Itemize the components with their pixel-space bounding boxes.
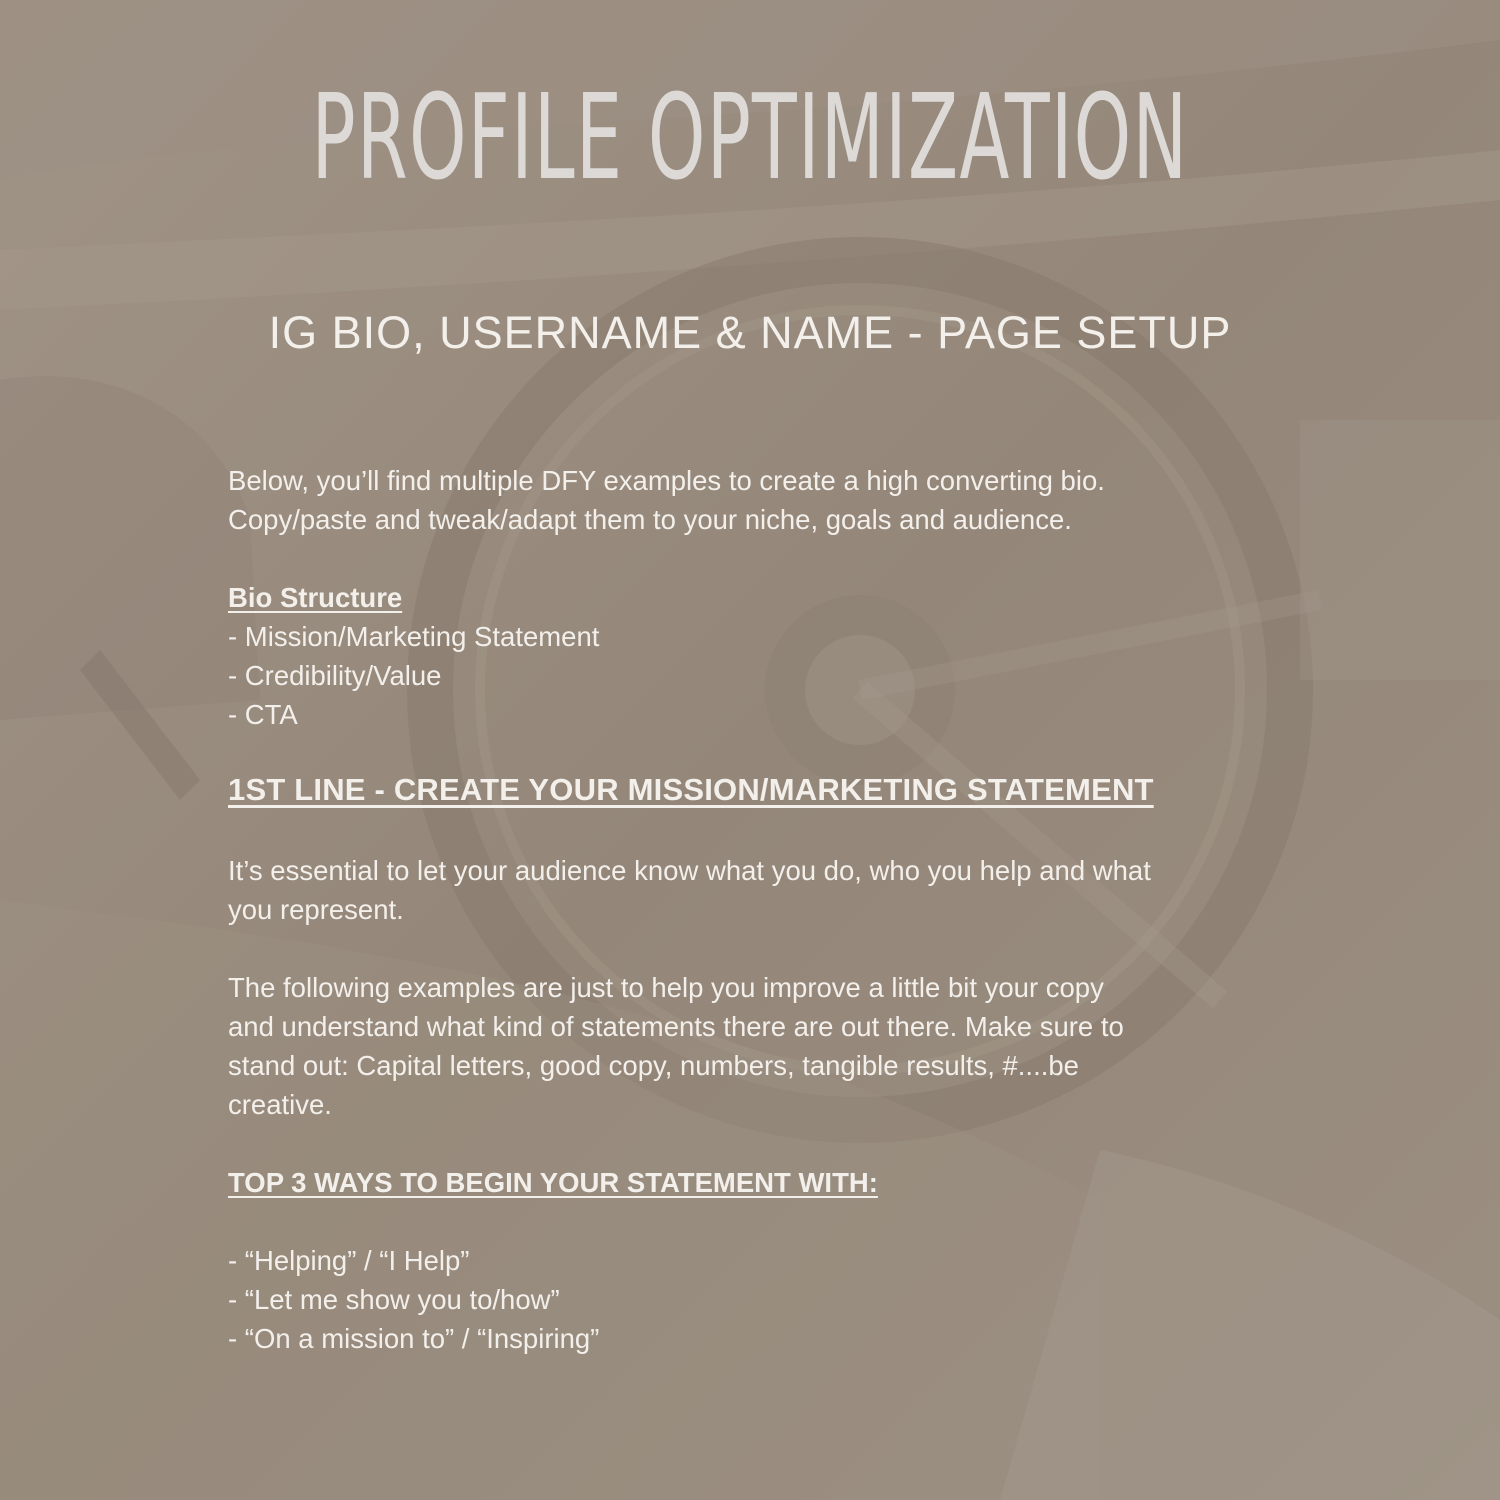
paragraph-line: and understand what kind of statements there are out there. Make sure to [228,1011,1124,1042]
page-subtitle: IG BIO, USERNAME & NAME - PAGE SETUP [268,307,1232,358]
paragraph-line: you represent. [228,894,404,925]
bio-structure-heading: Bio Structure [228,582,403,613]
paragraph-line: creative. [228,1089,332,1120]
paragraph-line: The following examples are just to help you improve a little bit your copy [228,972,1104,1003]
intro-line: Below, you’ll find multiple DFY examples to create a high converting bio. [228,465,1105,496]
paragraph-line: stand out: Capital letters, good copy, numbers, tangible results, #....be [228,1050,1079,1081]
document-body [228,461,1308,1358]
bio-structure-item: - Credibility/Value [228,660,442,691]
paragraph-line: It’s essential to let your audience know what you do, who you help and what [228,855,1151,886]
top-ways-heading: TOP 3 WAYS TO BEGIN YOUR STATEMENT WITH: [228,1167,878,1198]
section-heading: 1ST LINE - CREATE YOUR MISSION/MARKETING STATEMENT [228,772,1154,807]
top-ways-item: - “On a mission to” / “Inspiring” [228,1323,600,1354]
top-ways-item: - “Let me show you to/how” [228,1284,560,1315]
page-title: PROFILE OPTIMIZATION [311,68,1189,206]
top-ways-item: - “Helping” / “I Help” [228,1245,470,1276]
intro-line: Copy/paste and tweak/adapt them to your niche, goals and audience. [228,504,1072,535]
bio-structure-item: - CTA [228,699,298,730]
bio-structure-item: - Mission/Marketing Statement [228,621,600,652]
